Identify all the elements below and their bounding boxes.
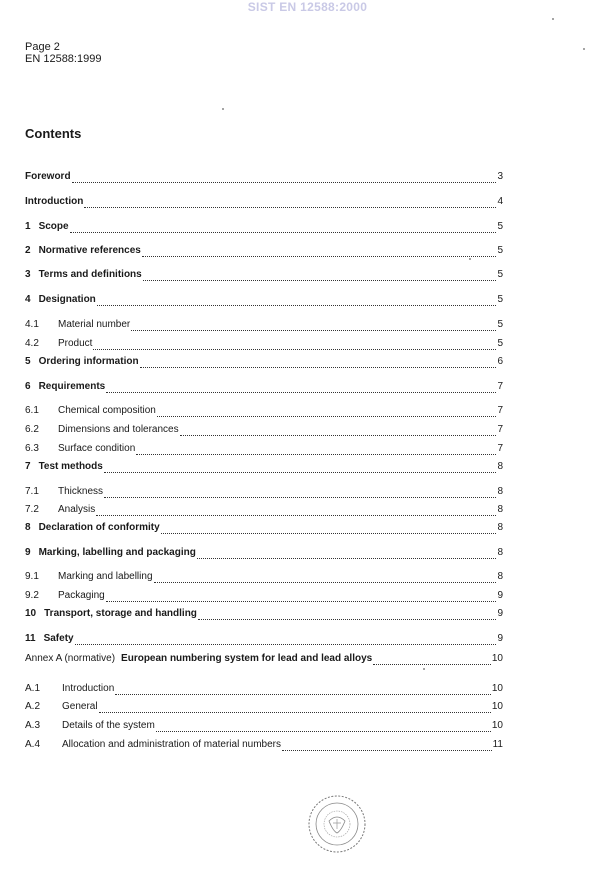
toc-title: Scope: [38, 221, 69, 232]
toc-title: Chemical composition: [58, 405, 156, 416]
toc-page: 9: [497, 608, 503, 619]
toc-number: 9.1: [25, 571, 39, 582]
toc-entry-marking-labelling[interactable]: [25, 571, 503, 583]
toc-leader: [154, 573, 497, 583]
toc-title: European numbering system for lead and lead alloys: [121, 653, 373, 664]
toc-leader: [115, 685, 491, 695]
toc-number: 10: [25, 608, 37, 619]
toc-leader: [140, 358, 497, 368]
toc-title: Marking and labelling: [58, 571, 153, 582]
page-reference: [25, 41, 101, 65]
toc-entry-annex-a[interactable]: [25, 653, 503, 665]
toc-entry-safety[interactable]: [25, 633, 503, 645]
toc-title: Test methods: [38, 461, 103, 472]
toc-entry-thickness[interactable]: [25, 486, 503, 498]
toc-entry-transport-storage-handling[interactable]: [25, 608, 503, 620]
toc-leader: [136, 445, 496, 455]
toc-title: Designation: [38, 294, 96, 305]
toc-page: 7: [497, 381, 503, 392]
toc-leader: [161, 524, 497, 534]
toc-number: 6: [25, 381, 31, 392]
toc-leader: [96, 506, 496, 516]
toc-entry-test-methods[interactable]: [25, 461, 503, 473]
toc-leader: [93, 340, 496, 350]
toc-entry-annex-general[interactable]: [25, 701, 503, 713]
toc-entry-dimensions-tolerances[interactable]: [25, 424, 503, 436]
toc-entry-annex-allocation[interactable]: [25, 739, 503, 751]
toc-page: 5: [497, 338, 503, 349]
toc-title: Packaging: [58, 590, 105, 601]
toc-page: 5: [497, 269, 503, 280]
toc-title: Dimensions and tolerances: [58, 424, 179, 435]
toc-leader: [72, 173, 497, 183]
toc-number: A.3: [25, 720, 41, 731]
toc-entry-product[interactable]: [25, 338, 503, 350]
toc-number: 2: [25, 245, 31, 256]
toc-title: Foreword: [25, 171, 71, 182]
toc-leader: [197, 549, 497, 559]
toc-entry-material-number[interactable]: [25, 319, 503, 331]
toc-title: Thickness: [58, 486, 104, 497]
toc-number: 5: [25, 356, 31, 367]
toc-title: Details of the system: [62, 720, 155, 731]
toc-page: 5: [497, 221, 503, 232]
toc-title: Surface condition: [58, 443, 136, 454]
toc-page: 9: [497, 633, 503, 644]
toc-entry-annex-details-system[interactable]: [25, 720, 503, 732]
toc-leader: [84, 198, 496, 208]
toc-title: Terms and definitions: [38, 269, 142, 280]
toc-number: 8: [25, 522, 31, 533]
toc-entry-declaration-conformity[interactable]: [25, 522, 503, 534]
toc-number: 7.1: [25, 486, 39, 497]
toc-number: 11: [25, 633, 36, 644]
toc-leader: [131, 321, 496, 331]
toc-entry-ordering-information[interactable]: [25, 356, 503, 368]
toc-page: 8: [497, 486, 503, 497]
toc-title: Material number: [58, 319, 131, 330]
toc-number: A.1: [25, 683, 41, 694]
toc-title: Marking, labelling and packaging: [38, 547, 196, 558]
toc-page: 5: [497, 294, 503, 305]
toc-title: Introduction: [62, 683, 115, 694]
toc-leader: [198, 610, 497, 620]
toc-page: 10: [491, 653, 503, 664]
toc-entry-analysis[interactable]: [25, 504, 503, 516]
toc-number: 3: [25, 269, 31, 280]
toc-leader: [373, 655, 491, 665]
toc-page: 6: [497, 356, 503, 367]
toc-page: 10: [491, 720, 503, 731]
toc-entry-foreword[interactable]: [25, 171, 503, 183]
toc-number: 6.1: [25, 405, 39, 416]
toc-number: 4: [25, 294, 31, 305]
toc-entry-introduction[interactable]: [25, 196, 503, 208]
toc-entry-normative-references[interactable]: [25, 245, 503, 257]
toc-page: 10: [491, 701, 503, 712]
toc-entry-requirements[interactable]: [25, 381, 503, 393]
toc-title: Allocation and administration of material numbers: [62, 739, 281, 750]
toc-leader: [104, 488, 496, 498]
toc-leader: [156, 722, 491, 732]
toc-number: 7: [25, 461, 31, 472]
standard-reference: EN 12588:1999: [25, 53, 102, 65]
toc-leader: [106, 592, 497, 602]
toc-number: 4.1: [25, 319, 39, 330]
toc-title: Transport, storage and handling: [44, 608, 197, 619]
toc-page: 8: [497, 571, 503, 582]
toc-title: Safety: [43, 633, 74, 644]
toc-number: 1: [25, 221, 31, 232]
toc-number: A.2: [25, 701, 41, 712]
toc-entry-marking-labelling-packaging[interactable]: [25, 547, 503, 559]
toc-page: 8: [497, 547, 503, 558]
official-seal-stamp: [307, 793, 367, 855]
toc-entry-chemical-composition[interactable]: [25, 405, 503, 417]
toc-number: 4.2: [25, 338, 39, 349]
page-label: Page 2: [25, 41, 60, 53]
toc-page: 8: [497, 522, 503, 533]
toc-leader: [75, 635, 497, 645]
toc-number: 9: [25, 547, 31, 558]
toc-page: 9: [497, 590, 503, 601]
annex-prefix: Annex A (normative): [25, 653, 116, 664]
toc-page: 7: [497, 405, 503, 416]
toc-leader: [104, 463, 497, 473]
toc-title: Introduction: [25, 196, 84, 207]
toc-leader: [97, 296, 497, 306]
toc-leader: [282, 741, 492, 751]
watermark: SIST EN 12588:2000: [247, 0, 368, 14]
toc-page: 5: [497, 319, 503, 330]
toc-title: Product: [58, 338, 93, 349]
toc-number: 7.2: [25, 504, 39, 515]
toc-entry-packaging[interactable]: [25, 590, 503, 602]
contents-heading: Contents: [25, 126, 82, 141]
toc-leader: [70, 223, 497, 233]
toc-number: A.4: [25, 739, 41, 750]
toc-entry-terms-definitions[interactable]: [25, 269, 503, 281]
toc-page: 11: [492, 739, 503, 750]
toc-entry-designation[interactable]: [25, 294, 503, 306]
toc-page: 8: [497, 461, 503, 472]
toc-entry-annex-introduction[interactable]: [25, 683, 503, 695]
toc-title: General: [62, 701, 98, 712]
toc-entry-surface-condition[interactable]: [25, 443, 503, 455]
toc-page: 3: [497, 171, 503, 182]
toc-number: 6.3: [25, 443, 39, 454]
toc-title: Requirements: [38, 381, 106, 392]
toc-leader: [106, 383, 496, 393]
toc-number: 9.2: [25, 590, 39, 601]
toc-page: 5: [497, 245, 503, 256]
toc-title: Ordering information: [38, 356, 139, 367]
toc-leader: [157, 407, 497, 417]
toc-entry-scope[interactable]: [25, 221, 503, 233]
toc-page: 4: [497, 196, 503, 207]
toc-leader: [99, 703, 491, 713]
toc-leader: [143, 271, 497, 281]
toc-title: Normative references: [38, 245, 141, 256]
toc-number: 6.2: [25, 424, 39, 435]
toc-page: 7: [497, 424, 503, 435]
toc-leader: [142, 247, 497, 257]
toc-title: Declaration of conformity: [38, 522, 160, 533]
toc-page: 8: [497, 504, 503, 515]
toc-leader: [180, 426, 497, 436]
toc-title: Analysis: [58, 504, 96, 515]
toc-page: 7: [497, 443, 503, 454]
toc-page: 10: [491, 683, 503, 694]
